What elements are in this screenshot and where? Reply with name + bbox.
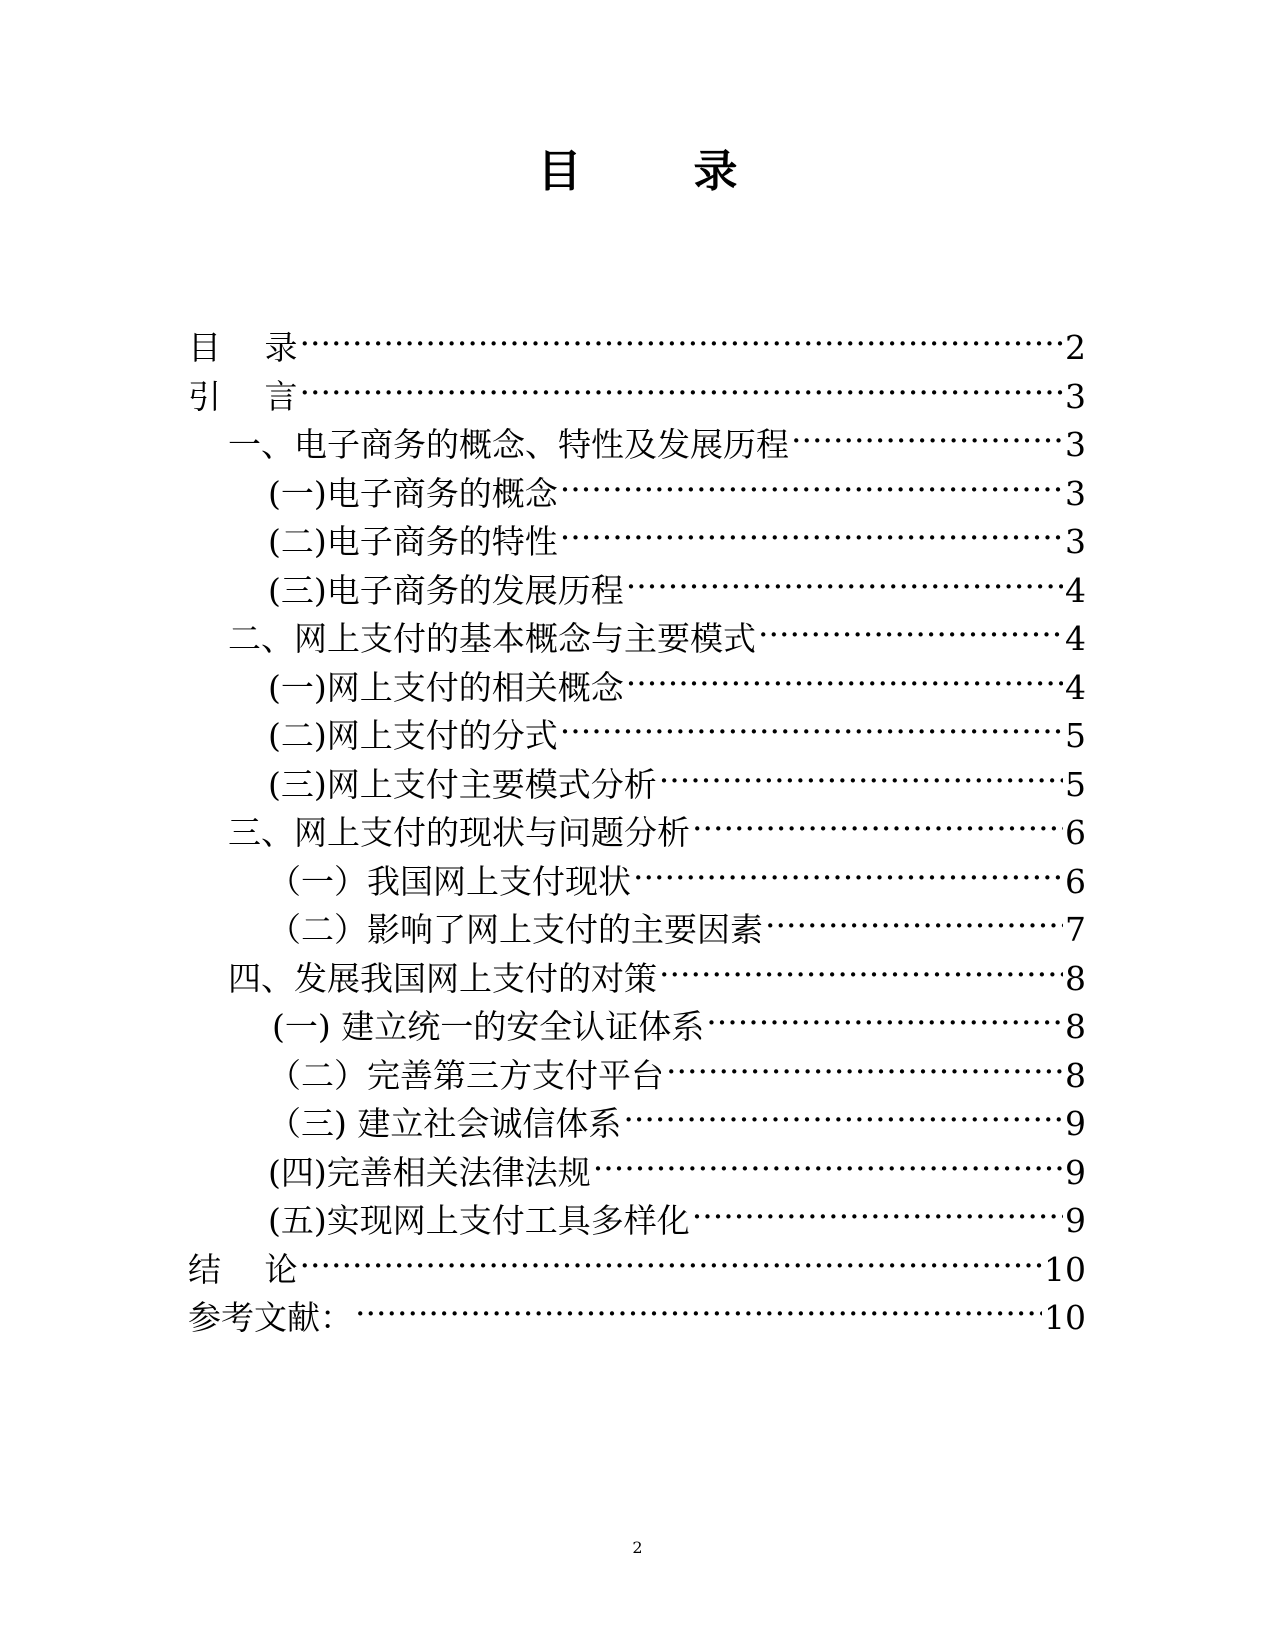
toc-entry-label: 三、网上支付的现状与问题分析 (228, 813, 690, 852)
dot-leader (621, 1087, 1063, 1135)
toc-entry-page: 4 (1065, 619, 1086, 658)
toc-entry-label: 引 言 (188, 376, 298, 416)
toc-entry-page: 3 (1065, 425, 1086, 464)
toc-entry-label: (一)电子商务的概念 (268, 473, 558, 513)
toc-entry-label: （三) 建立社会诚信体系 (268, 1104, 622, 1143)
table-of-contents (188, 311, 1086, 1337)
toc-entry-page: 5 (1065, 764, 1086, 804)
toc-entry-label: （二）完善第三方支付平台 (268, 1055, 664, 1095)
dot-leader (298, 1233, 1043, 1281)
dot-leader (690, 1184, 1063, 1232)
toc-entry-page: 6 (1065, 861, 1086, 901)
dot-leader (657, 942, 1063, 990)
dot-leader (690, 796, 1063, 844)
toc-entry-label: 一、电子商务的概念、特性及发展历程 (228, 425, 789, 464)
dot-leader (353, 1281, 1042, 1329)
toc-entry-label: 二、网上支付的基本概念与主要模式 (228, 619, 756, 658)
dot-leader (624, 554, 1063, 602)
page-number: 2 (632, 1538, 643, 1557)
toc-entry-label: (三)网上支付主要模式分析 (268, 764, 657, 804)
toc-entry[interactable] (188, 311, 1086, 367)
toc-entry-page: 4 (1065, 667, 1086, 707)
toc-entry-label: （一）我国网上支付现状 (268, 861, 631, 901)
dot-leader (657, 748, 1063, 796)
dot-leader (624, 651, 1063, 699)
toc-entry[interactable] (188, 360, 1086, 416)
toc-entry-label: (一)网上支付的相关概念 (268, 667, 624, 707)
toc-entry-label: 结 论 (188, 1249, 298, 1289)
toc-entry-page: 3 (1065, 473, 1086, 513)
toc-entry-page: 8 (1065, 1055, 1086, 1095)
toc-entry-label: 四、发展我国网上支付的对策 (228, 958, 657, 998)
toc-entry-label: (二)电子商务的特性 (268, 522, 558, 561)
toc-entry-label: (三)电子商务的发展历程 (268, 570, 624, 610)
toc-entry-label: (二)网上支付的分式 (268, 716, 558, 755)
toc-entry-label: 参考文献： (188, 1298, 353, 1337)
toc-entry-page: 9 (1065, 1201, 1086, 1240)
dot-leader (664, 1039, 1063, 1087)
dot-leader (756, 602, 1063, 650)
toc-entry-page: 4 (1065, 570, 1086, 610)
dot-leader (558, 699, 1063, 747)
toc-entry-page: 5 (1065, 716, 1086, 755)
toc-entry-page: 8 (1065, 1007, 1086, 1046)
dot-leader (704, 990, 1063, 1038)
toc-entry-page: 10 (1044, 1249, 1086, 1289)
dot-leader (558, 457, 1063, 505)
toc-entry-label: 目 录 (188, 328, 298, 367)
toc-entry[interactable] (188, 408, 1086, 464)
toc-entry-page: 3 (1065, 376, 1086, 416)
page-title: 目 录 (537, 146, 772, 197)
toc-entry-label: (五)实现网上支付工具多样化 (268, 1201, 690, 1240)
toc-entry-page: 6 (1065, 813, 1086, 852)
toc-entry-label: （二）影响了网上支付的主要因素 (268, 910, 763, 949)
dot-leader (631, 845, 1063, 893)
toc-entry-label: (四)完善相关法律法规 (268, 1152, 591, 1192)
toc-entry-page: 7 (1065, 910, 1086, 949)
toc-entry-page: 9 (1065, 1152, 1086, 1192)
toc-entry[interactable] (188, 1281, 1086, 1337)
dot-leader (298, 311, 1064, 359)
toc-entry-page: 8 (1065, 958, 1086, 998)
dot-leader (298, 360, 1064, 408)
dot-leader (558, 505, 1063, 553)
toc-entry-page: 10 (1044, 1298, 1086, 1337)
toc-entry-page: 2 (1065, 328, 1086, 367)
toc-entry[interactable] (188, 1233, 1086, 1289)
toc-entry-page: 3 (1065, 522, 1086, 561)
dot-leader (789, 408, 1063, 456)
dot-leader (591, 1136, 1063, 1184)
toc-entry-page: 9 (1065, 1104, 1086, 1143)
dot-leader (763, 893, 1063, 941)
toc-entry-label: (一) 建立统一的安全认证体系 (272, 1007, 705, 1046)
